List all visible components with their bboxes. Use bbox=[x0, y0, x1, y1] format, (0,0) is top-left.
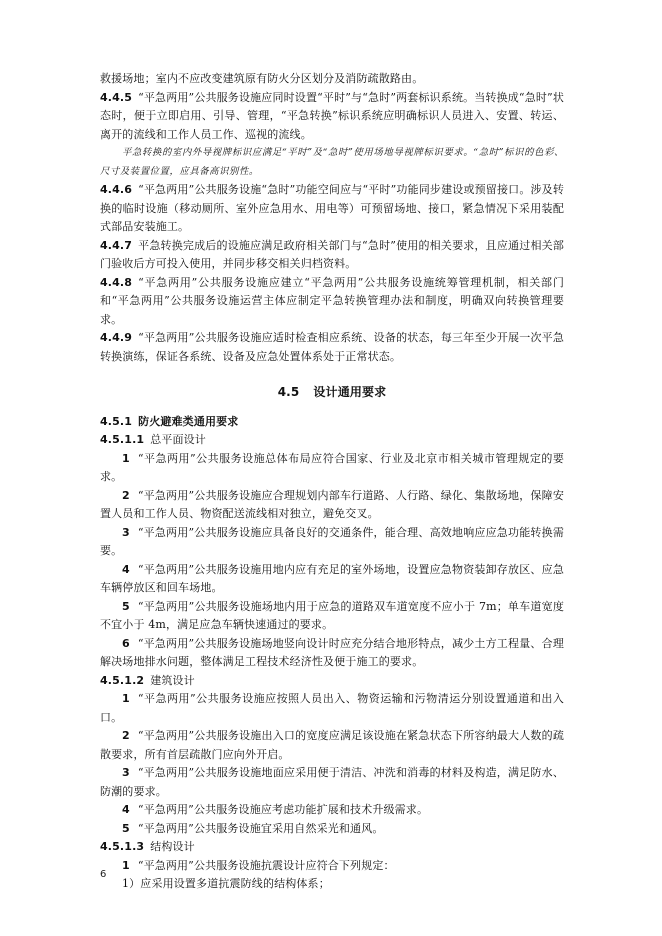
subsection-number: 4.5.1.2 bbox=[100, 673, 145, 687]
item-text: “平急两用”公共服务设施应按照人员出入、物资运输和污物清运分别设置通道和出入口。 bbox=[100, 692, 564, 724]
clause bbox=[100, 89, 564, 145]
item-number: 2 bbox=[122, 488, 130, 502]
numbered-item bbox=[100, 690, 564, 727]
clause-number: 4.4.5 bbox=[100, 90, 133, 104]
clause bbox=[100, 274, 564, 330]
subsection-number: 4.5.1.1 bbox=[100, 433, 145, 446]
numbered-item bbox=[100, 801, 564, 820]
page-number: 6 bbox=[100, 869, 107, 880]
clause bbox=[100, 237, 564, 274]
section-number: 4.5 bbox=[277, 385, 300, 399]
item-number: 3 bbox=[122, 525, 130, 539]
item-text: “平急两用”公共服务设施出入口的宽度应满足该设施在紧急状态下所容纳最大人数的疏散要求，所有首层疏散门应向外开启。 bbox=[100, 729, 564, 761]
subsection-heading bbox=[100, 838, 564, 857]
item-text: “平急两用”公共服务设施应合理规划内部车行道路、人行路、绿化、集散场地，保障安置人员和工作人员、物资配送流线相对独立，避免交叉。 bbox=[100, 488, 564, 520]
subsection-heading bbox=[100, 413, 564, 432]
section-heading-text: 设计通用要求 bbox=[313, 385, 387, 399]
item-number: 5 bbox=[122, 599, 130, 613]
item-number: 1 bbox=[122, 858, 130, 872]
item-number: 1 bbox=[122, 692, 130, 705]
subsection-title: 总平面设计 bbox=[150, 433, 206, 446]
numbered-item bbox=[100, 598, 564, 635]
numbered-item bbox=[100, 487, 564, 524]
section-title bbox=[100, 383, 564, 402]
item-text: “平急两用”公共服务设施抗震设计应符合下列规定： bbox=[137, 858, 395, 872]
clause-number: 4.4.6 bbox=[100, 183, 133, 196]
item-number: 4 bbox=[122, 803, 130, 816]
subsection-number: 4.5.1.3 bbox=[100, 840, 145, 853]
item-number: 1 bbox=[122, 451, 130, 465]
item-number: 5 bbox=[122, 821, 130, 835]
clause bbox=[100, 329, 564, 366]
item-number: 4 bbox=[122, 562, 130, 576]
item-text: “平急两用”公共服务设施宜采用自然采光和通风。 bbox=[137, 821, 384, 835]
subsection-number: 4.5.1 bbox=[100, 414, 133, 428]
clause-number: 4.4.7 bbox=[100, 238, 133, 252]
numbered-item bbox=[100, 561, 564, 598]
clause-text: “平急两用”公共服务设施应适时检查相应系统、设备的状态，每三年至少开展一次平急转换演练，保证各系统、设备及应急处置体系处于正常状态。 bbox=[100, 331, 564, 363]
clause-text: “平急两用”公共服务设施应同时设置“平时”与“急时”两套标识系统。当转换成“急时”状态时，便于立即启用、引导、管理，“平急转换”标识系统应明确标识人员进入、安置、转运、离开的流线和工作人员工作、巡视的流线。 bbox=[100, 90, 564, 141]
numbered-item bbox=[100, 764, 564, 801]
sub-item: 1）应采用设置多道抗震防线的结构体系； bbox=[122, 877, 330, 890]
item-text: “平急两用”公共服务设施用地内应有充足的室外场地，设置应急物资装卸存放区、应急车辆停放区和回车场地。 bbox=[100, 562, 564, 594]
numbered-item bbox=[100, 727, 564, 764]
subsection-title: 结构设计 bbox=[150, 840, 195, 853]
page-body bbox=[100, 70, 564, 894]
item-number: 6 bbox=[122, 636, 130, 650]
numbered-item bbox=[100, 524, 564, 561]
item-text: “平急两用”公共服务设施地面应采用便于清洁、冲洗和消毒的材料及构造，满足防水、防潮的要求。 bbox=[100, 766, 564, 798]
clause-note: 平急转换的室内外导视牌标识应满足“平时”及“急时”使用场地导视牌标识要求。“急时”标识的色彩、尺寸及装置位置，应具备高识别性。 bbox=[100, 147, 564, 177]
clause-text: “平急两用”公共服务设施“急时”功能空间应与“平时”功能同步建设或预留接口。涉及转换的临时设施（移动厕所、室外应急用水、用电等）可预留场地、接口，紧急情况下采用装配式部品安装施工。 bbox=[100, 183, 564, 233]
item-text: “平急两用”公共服务设施应考虑功能扩展和技术升级需求。 bbox=[137, 803, 429, 816]
numbered-item bbox=[100, 820, 564, 839]
item-text: “平急两用”公共服务设施总体布局应符合国家、行业及北京市相关城市管理规定的要求。 bbox=[100, 451, 564, 483]
numbered-item bbox=[100, 450, 564, 487]
subsection-title: 防火避难类通用要求 bbox=[138, 414, 239, 428]
clause-text: “平急两用”公共服务设施应建立“平急两用”公共服务设施统筹管理机制，相关部门和“平急两用”公共服务设施运营主体应制定平急转换管理办法和制度，明确双向转换管理要求。 bbox=[100, 275, 564, 326]
subsection-title: 建筑设计 bbox=[150, 673, 195, 687]
subsection-heading bbox=[100, 431, 564, 450]
item-text: “平急两用”公共服务设施场地内用于应急的道路双车道宽度不应小于 7m；单车道宽度不宜小于 4m，满足应急车辆快速通过的要求。 bbox=[100, 599, 564, 631]
paragraph: 救援场地；室内不应改变建筑原有防火分区划分及消防疏散路由。 bbox=[100, 72, 424, 85]
clause-text: 平急转换完成后的设施应满足政府相关部门与“急时”使用的相关要求，且应通过相关部门验收后方可投入使用，并同步移交相关归档资料。 bbox=[100, 238, 564, 270]
numbered-item bbox=[100, 635, 564, 672]
subsection-heading bbox=[100, 672, 564, 691]
clause-number: 4.4.9 bbox=[100, 331, 133, 344]
item-number: 3 bbox=[122, 766, 130, 779]
item-text: “平急两用”公共服务设施场地竖向设计时应充分结合地形特点，减少土方工程量、合理解决场地排水问题，整体满足工程技术经济性及便于施工的要求。 bbox=[100, 636, 564, 668]
clause bbox=[100, 181, 564, 237]
item-text: “平急两用”公共服务设施应具备良好的交通条件，能合理、高效地响应应急功能转换需要。 bbox=[100, 525, 564, 557]
clause-number: 4.4.8 bbox=[100, 275, 133, 289]
numbered-item bbox=[100, 857, 564, 876]
item-number: 2 bbox=[122, 729, 130, 742]
